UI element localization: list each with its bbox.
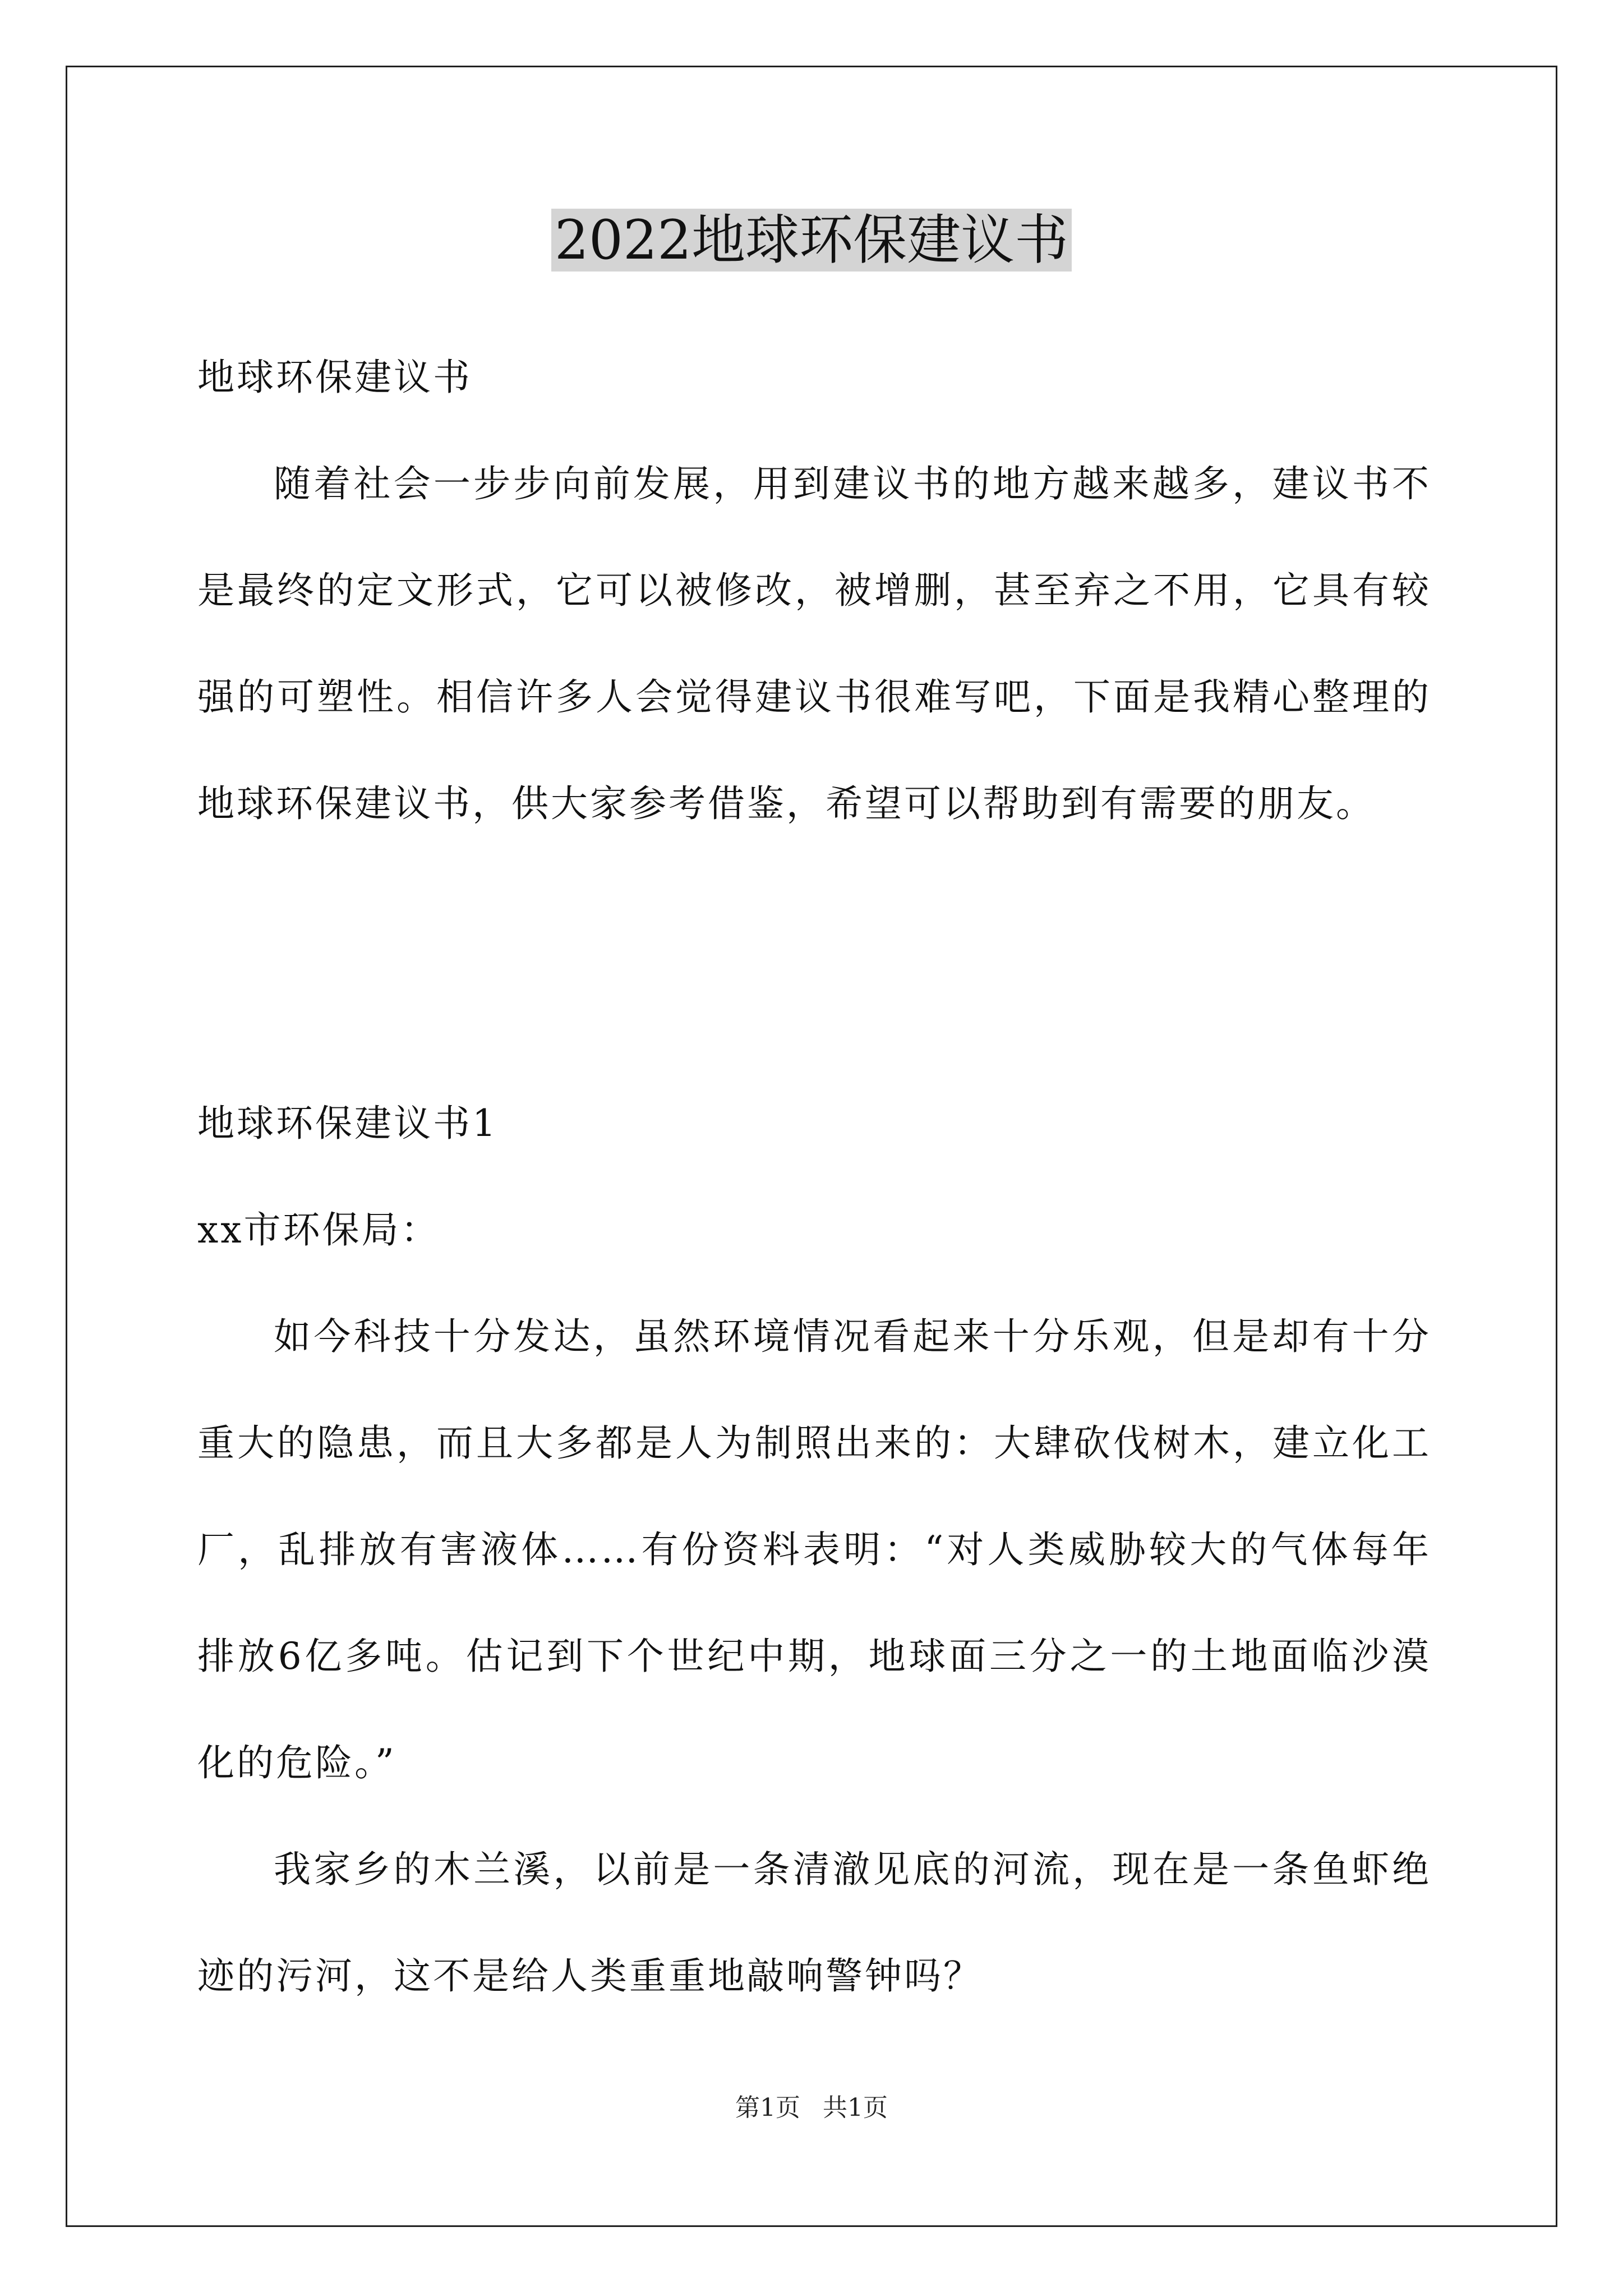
page-number-total: 共1页 xyxy=(823,2093,888,2122)
document-title: 2022地球环保建议书 xyxy=(551,209,1072,272)
document-heading: 地球环保建议书 xyxy=(197,356,472,399)
intro-paragraph: 随着社会一步步向前发展，用到建议书的地方越来越多，建议书不是最终的定文形式，它可以被修改，被增删，甚至弃之不用，它具有较强的可塑性。相信许多人会觉得建议书很难写吧，下面是我精心整理的地球环保建议书，供大家参考借鉴，希望可以帮助到有需要的朋友。 xyxy=(197,462,1431,825)
page-number-current: 第1页 xyxy=(735,2093,800,2122)
section-heading: 地球环保建议书1 xyxy=(197,1102,498,1145)
page-footer xyxy=(0,2091,1623,2125)
salutation: xx市环保局： xyxy=(197,1208,440,1251)
body-paragraph-2: 我家乡的木兰溪，以前是一条清澈见底的河流，现在是一条鱼虾绝迹的污河，这不是给人类重重地敲响警钟吗？ xyxy=(197,1848,1431,1998)
body-paragraph-1: 如今科技十分发达，虽然环境情况看起来十分乐观，但是却有十分重大的隐患，而且大多都是人为制照出来的：大肆砍伐树木，建立化工厂，乱排放有害液体……有份资料表明：“对人类威胁较大的气体每年排放6亿多吨。估记到下个世纪中期，地球面三分之一的土地面临沙漠化的危险。” xyxy=(197,1315,1431,1784)
document-title-row xyxy=(0,206,1623,274)
